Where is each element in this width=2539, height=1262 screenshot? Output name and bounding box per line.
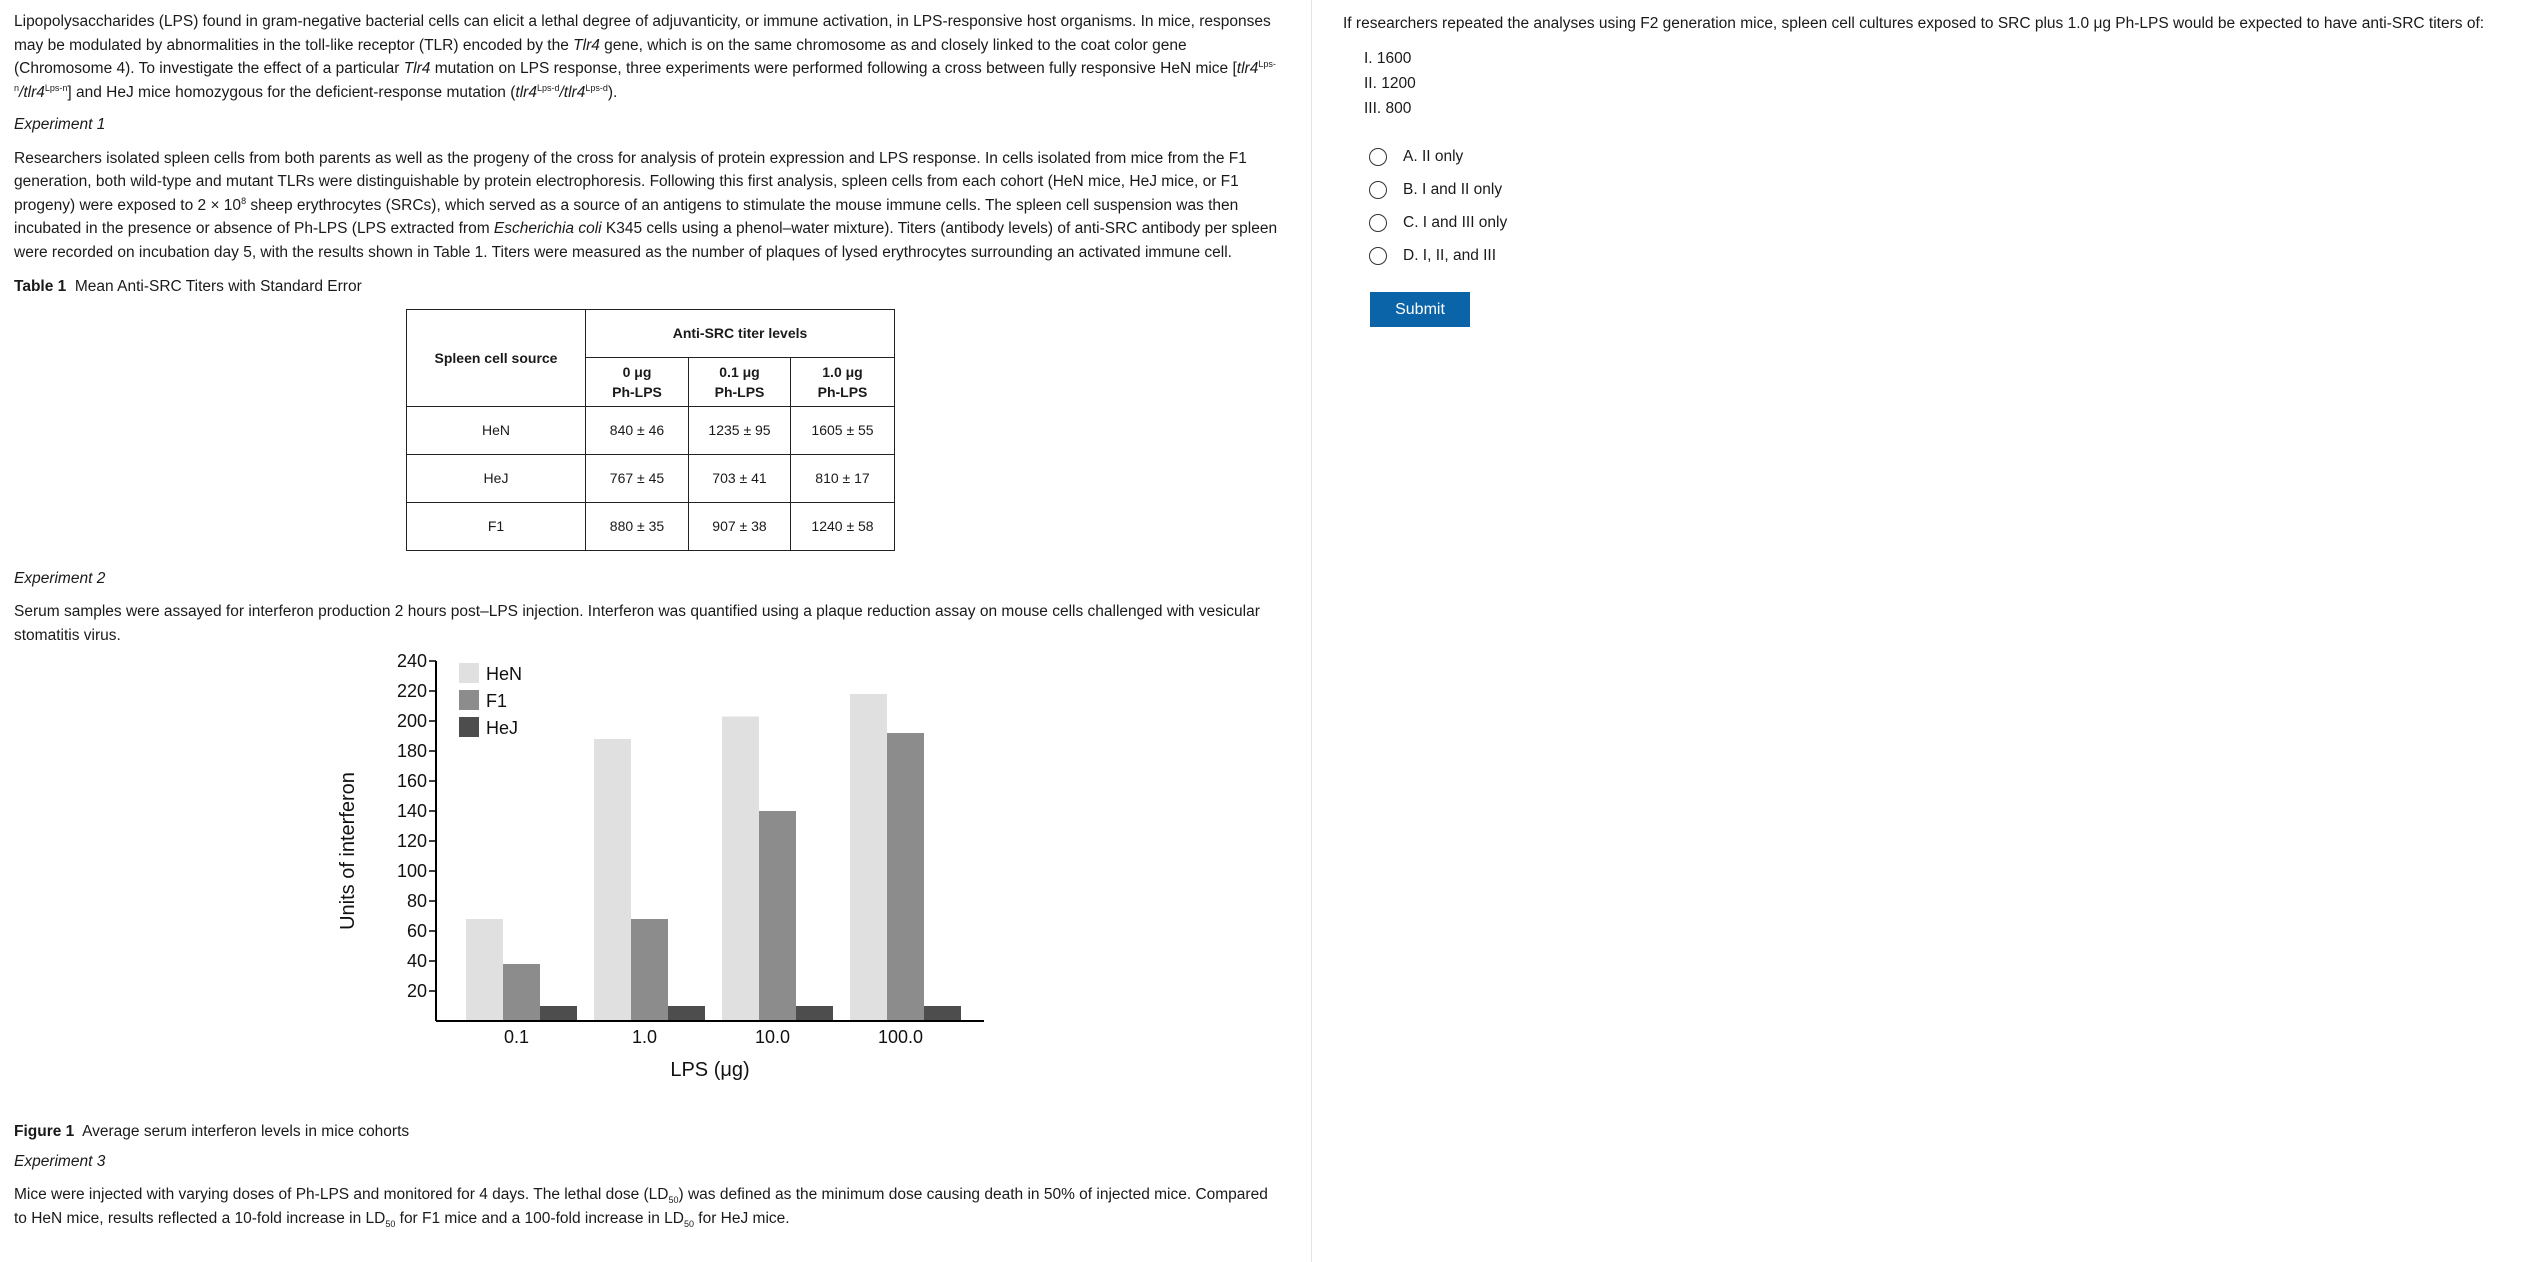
y-tick-label: 60 <box>406 921 427 941</box>
exp3-text: for F1 mice and a 100-fold increase in LD <box>395 1209 684 1227</box>
answer-choices <box>1369 140 1507 272</box>
statement-list <box>1364 46 1416 121</box>
statement-item: II. 1200 <box>1364 75 1416 92</box>
genotype: tlr4 <box>515 83 537 101</box>
dose-header <box>791 358 895 407</box>
table-cell: 880 ± 35 <box>586 502 689 550</box>
table-row <box>407 406 895 454</box>
dose-unit: Ph-LPS <box>817 383 868 400</box>
radio-button[interactable] <box>1369 181 1387 199</box>
choice-label: D. I, II, and III <box>1403 246 1497 264</box>
genotype: tlr4 <box>23 83 45 101</box>
passage <box>14 10 1284 299</box>
exp1-text: Researchers isolated spleen cells from both parents as well as the progeny of the cross for analysis of protein expression and LPS response. In cells isolated from mice from the F1 generation, both wild-type and mutant TLRs were distinguishable by protein electrophoresis. Following this first analysis, spleen cells from each cohort (HeN mice, HeJ mice, or F1 progeny) were exposed to 2 × 10 <box>14 149 1247 214</box>
experiment-1-paragraph <box>14 147 1284 265</box>
x-tick-label: 10.0 <box>754 1027 791 1047</box>
source-header: Spleen cell source <box>407 309 586 406</box>
intro-paragraph <box>14 10 1284 104</box>
table-cell: 840 ± 46 <box>586 406 689 454</box>
passage-end <box>14 1120 1284 1230</box>
species-name: Escherichia coli <box>493 220 602 237</box>
table-row <box>407 502 895 550</box>
choice-a[interactable] <box>1369 140 1507 173</box>
submit-button[interactable]: Submit <box>1370 292 1470 327</box>
question-panel <box>1313 0 2539 1262</box>
statement-item: III. 800 <box>1364 100 1412 117</box>
dose-label: 0 μg <box>622 363 652 380</box>
choice-b[interactable] <box>1369 173 1507 206</box>
choice-label: A. II only <box>1403 147 1464 165</box>
bar-hej <box>668 1006 705 1021</box>
intro-text: Lipopolysaccharides (LPS) found in gram-negative bacterial cells can elicit a lethal degree of adjuvanticity, or immune activation, in LPS-responsive host organisms. In mice, responses may be modulated by abnormalities in the toll-like receptor (TLR) encoded by the <box>14 13 1271 54</box>
y-tick-label: 220 <box>396 681 427 701</box>
bar-hej <box>796 1006 833 1021</box>
radio-button[interactable] <box>1369 148 1387 166</box>
row-source: F1 <box>407 502 586 550</box>
intro-text: mutation on LPS response, three experiments were performed following a cross between fully responsive HeN mice [ <box>430 60 1237 77</box>
table-caption-label: Table 1 <box>14 278 67 295</box>
table-caption <box>14 275 1284 299</box>
y-axis-label: Units of interferon <box>337 772 359 930</box>
exp3-text: Mice were injected with varying doses of Ph-LPS and monitored for 4 days. The lethal dose (LD <box>14 1186 669 1203</box>
gene-name: Tlr4 <box>403 60 431 77</box>
allele-sup: Lps-d <box>585 82 608 93</box>
legend-swatch-f1 <box>459 690 479 710</box>
allele-sup: Lps-n <box>44 82 68 93</box>
subscript: 50 <box>683 1218 694 1229</box>
table-cell: 1235 ± 95 <box>689 406 791 454</box>
legend-label: F1 <box>486 691 508 711</box>
legend-swatch-hej <box>459 717 479 737</box>
dose-label: 1.0 μg <box>822 363 863 380</box>
y-tick-label: 80 <box>406 891 427 911</box>
y-tick-label: 160 <box>396 771 427 791</box>
intro-text: ). <box>607 83 618 101</box>
dose-unit: Ph-LPS <box>714 383 765 400</box>
allele-sup: Lps-n <box>14 58 1276 93</box>
bar-hen <box>594 739 631 1021</box>
experiment-2-heading: Experiment 2 <box>14 569 106 587</box>
table-caption-text: Mean Anti-SRC Titers with Standard Error <box>74 278 362 295</box>
bar-hen <box>850 694 887 1021</box>
table-cell: 703 ± 41 <box>689 454 791 502</box>
x-tick-label: 100.0 <box>877 1027 924 1047</box>
y-tick-label: 200 <box>396 711 427 731</box>
dose-label: 0.1 μg <box>719 363 760 380</box>
table-cell: 907 ± 38 <box>689 502 791 550</box>
gene-name: Tlr4 <box>573 36 600 54</box>
choice-label: B. I and II only <box>1403 180 1503 198</box>
passage-continued <box>14 567 1284 648</box>
radio-button[interactable] <box>1369 214 1387 232</box>
titer-table <box>406 309 895 551</box>
genotype-slash: / <box>19 83 24 101</box>
table-cell: 1240 ± 58 <box>791 502 895 550</box>
intro-text: gene, which is on the same chromosome as and closely linked to the coat color gene (Chromosome 4). To investigate the effect of a particular <box>14 36 1187 77</box>
table-cell: 767 ± 45 <box>586 454 689 502</box>
x-tick-label: 1.0 <box>631 1027 658 1047</box>
bar-f1 <box>887 733 924 1021</box>
table-cell: 810 ± 17 <box>791 454 895 502</box>
row-source: HeN <box>407 406 586 454</box>
exp3-text: ) was defined as the minimum dose causing death in 50% of injected mice. Compared to HeN mice, results reflected a 10-fold increase in LD <box>14 1186 1268 1227</box>
y-tick-label: 180 <box>396 741 427 761</box>
exp1-text: sheep erythrocytes (SRCs), which served as a source of an antigens to stimulate the mouse immune cells. The spleen cell suspension was then incubated in the presence or absence of Ph-LPS (LPS extracted from <box>14 196 1239 237</box>
x-axis-label: LPS (μg) <box>670 1059 750 1081</box>
y-tick-label: 20 <box>406 981 427 1001</box>
allele-sup: Lps-d <box>536 82 560 93</box>
intro-text: ] and HeJ mice homozygous for the deficient-response mutation ( <box>67 83 516 101</box>
exp3-text: for HeJ mice. <box>693 1209 790 1227</box>
figure-caption <box>14 1120 1284 1144</box>
row-source: HeJ <box>407 454 586 502</box>
exp1-text: K345 cells using a phenol–water mixture). Titers (antibody levels) of anti-SRC antibody per spleen were recorded on incubation day 5, with the results shown in Table 1. Titers were measured as the number of plaques of lysed erythrocytes surrounding an activated immune cell. <box>14 220 1278 261</box>
choice-d[interactable] <box>1369 239 1507 272</box>
experiment-3-heading: Experiment 3 <box>14 1152 106 1170</box>
table-cell: 1605 ± 55 <box>791 406 895 454</box>
experiment-3-paragraph <box>14 1183 1284 1230</box>
experiment-1-heading: Experiment 1 <box>14 116 106 133</box>
legend-swatch-hen <box>459 663 479 683</box>
choice-label: C. I and III only <box>1403 213 1508 231</box>
table-row <box>407 454 895 502</box>
choice-c[interactable] <box>1369 206 1507 239</box>
genotype: tlr4 <box>1236 60 1259 77</box>
radio-button[interactable] <box>1369 247 1387 265</box>
bar-f1 <box>503 964 540 1021</box>
subscript: 50 <box>385 1218 396 1229</box>
exponent: 8 <box>241 195 247 206</box>
genotype: tlr4 <box>563 83 586 101</box>
y-tick-label: 120 <box>396 831 427 851</box>
legend-label: HeJ <box>486 718 519 738</box>
y-tick-label: 240 <box>396 651 427 671</box>
question-stem: If researchers repeated the analyses using F2 generation mice, spleen cell cultures exposed to SRC plus 1.0 μg Ph-LPS would be expected to have anti-SRC titers of: <box>1343 15 2485 32</box>
interferon-bar-chart <box>324 651 1004 1116</box>
bar-hen <box>722 717 759 1022</box>
dose-header <box>689 358 791 407</box>
x-tick-label: 0.1 <box>503 1027 530 1047</box>
bar-hen <box>466 919 503 1021</box>
genotype-slash: / <box>559 83 564 101</box>
bar-f1 <box>759 811 796 1021</box>
figure-caption-text: Average serum interferon levels in mice cohorts <box>82 1123 410 1140</box>
bar-hej <box>924 1006 961 1021</box>
bar-f1 <box>631 919 668 1021</box>
y-tick-label: 40 <box>406 951 427 971</box>
subscript: 50 <box>668 1195 679 1206</box>
table-container <box>406 309 1297 551</box>
experiment-2-paragraph: Serum samples were assayed for interferon production 2 hours post–LPS injection. Interferon was quantified using a plaque reduction assay on mouse cells challenged with vesicular stomatitis virus. <box>14 603 1260 644</box>
group-header: Anti-SRC titer levels <box>586 309 895 358</box>
statement-item: I. 1600 <box>1364 50 1412 67</box>
y-tick-label: 100 <box>396 861 427 881</box>
y-tick-label: 140 <box>396 801 427 821</box>
legend-label: HeN <box>486 664 523 684</box>
figure-caption-label: Figure 1 <box>14 1123 75 1140</box>
bar-hej <box>540 1006 577 1021</box>
dose-unit: Ph-LPS <box>612 383 662 400</box>
table-header-row <box>407 309 895 358</box>
dose-header <box>586 358 689 407</box>
